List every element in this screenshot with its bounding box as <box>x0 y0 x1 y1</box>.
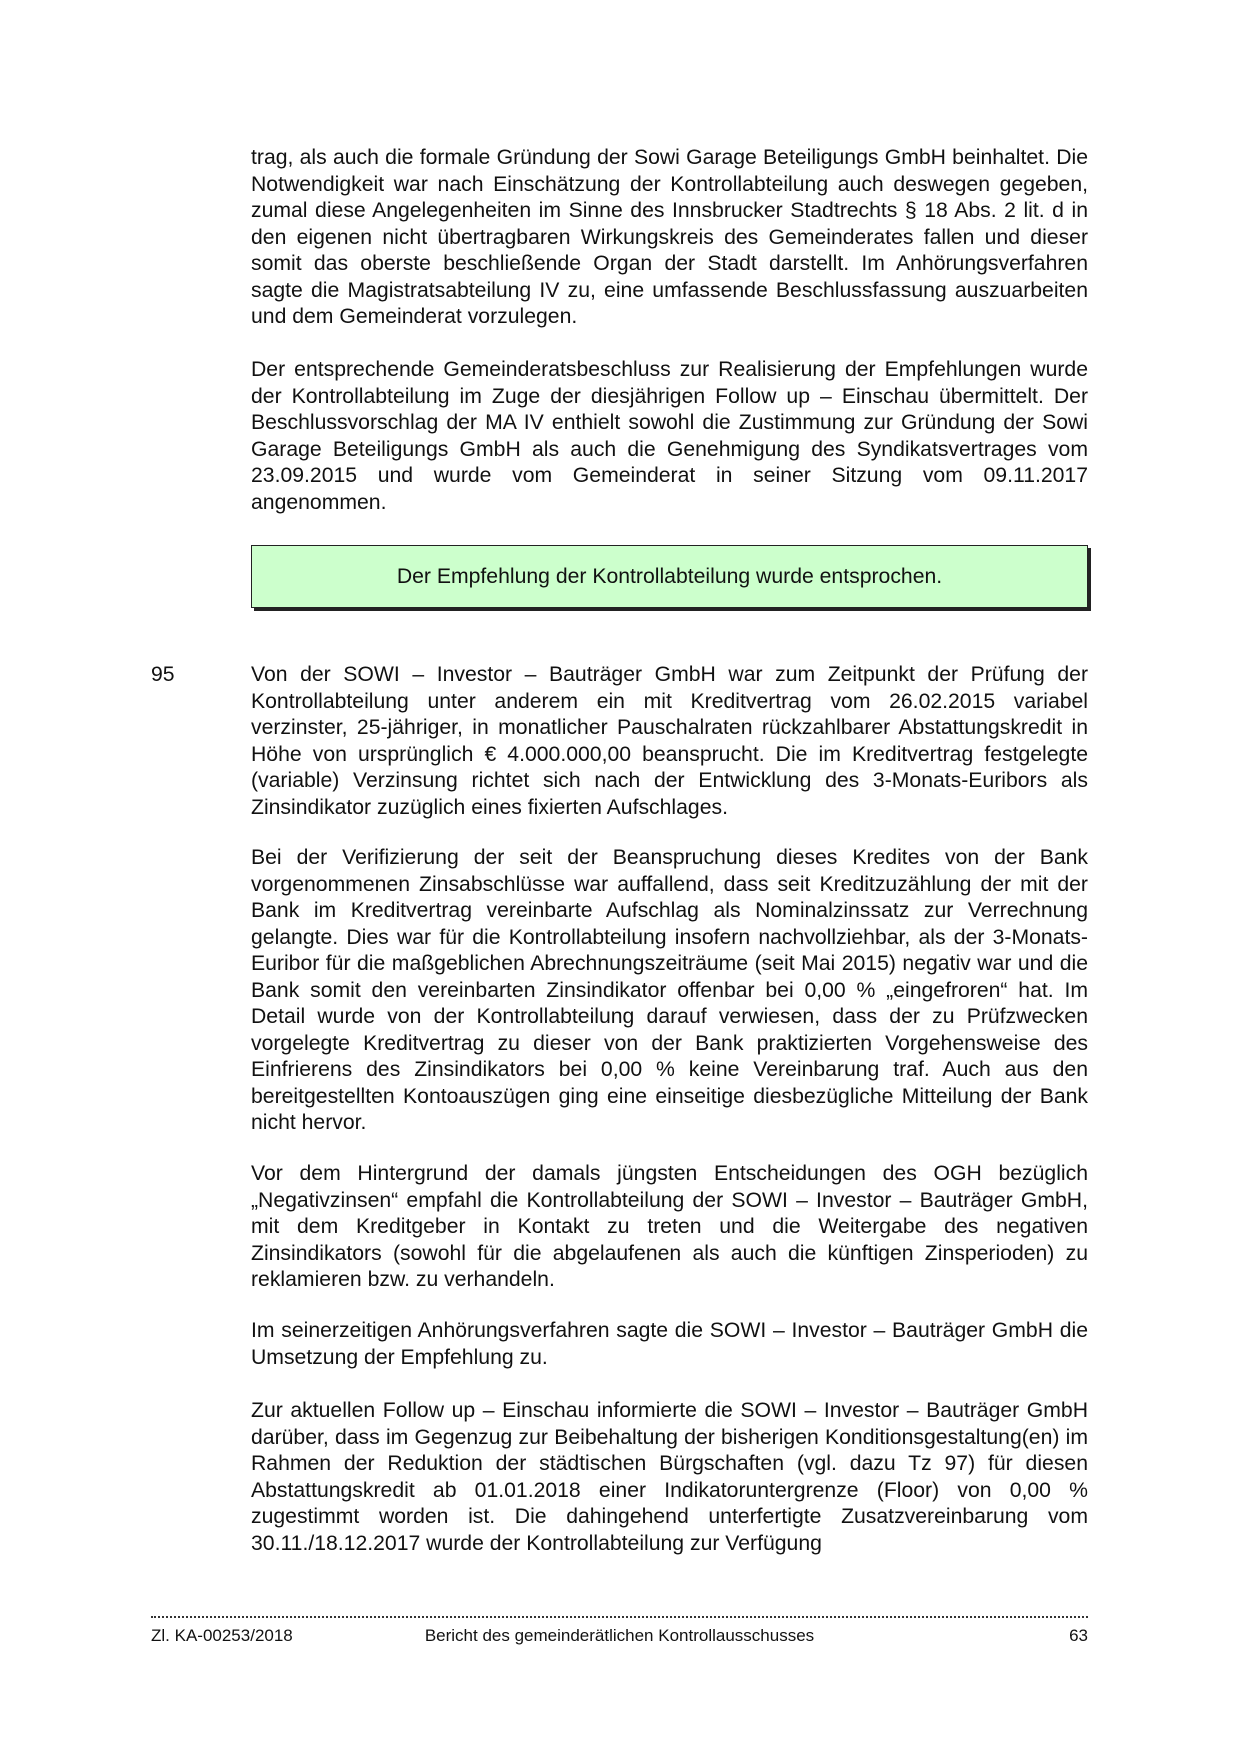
paragraph-recommendation-context: trag, als auch die formale Gründung der Sowi Garage Beteiligungs GmbH beinhaltet. Die Notwendigkeit war nach Einschätzung der Kontrollabteilung auch deswegen gegeben, zumal diese Angelegenheiten im Sinne des Innsbrucker Stadtrechts § 18 Abs. 2 lit. d in den eigenen nicht übertragbaren Wirkungskreis des Gemeinderates fallen und dieser somit das oberste beschließende Organ der Stadt darstellt. Im Anhörungsverfahren sagte die Magistratsabteilung IV zu, eine umfassende Beschlussfassung auszuarbeiten und dem Gemeinderat vorzulegen. <box>251 146 1088 328</box>
page-footer <box>151 1625 1088 1647</box>
paragraph-interest-verification: Bei der Verifizierung der seit der Beanspruchung dieses Kredites von der Bank vorgenommenen Zinsabschlüsse war auffallend, dass seit Kreditzuzählung der mit der Bank im Kreditvertrag vereinbarte Aufschlag als Nominalzinssatz zur Verrechnung gelangte. Dies war für die Kontrollabteilung insofern nachvollziehbar, als der 3-Monats-Euribor für die maßgeblichen Abrechnungszeiträume (seit Mai 2015) negativ war und die Bank somit den vereinbarten Zinsindikator offenbar bei 0,00 % „eingefroren“ hat. Im Detail wurde von der Kontrollabteilung darauf verwiesen, dass der zu Prüfzwecken vorgelegte Kreditvertrag zu dieser von der Bank praktizierten Vorgehensweise des Einfrierens des Zinsindikators bei 0,00 % keine Vereinbarung traf. Auch aus den bereitgestellten Kontoauszügen ging eine einseitige diesbezügliche Mitteilung der Bank nicht hervor. <box>251 846 1088 1134</box>
result-box-text: Der Empfehlung der Kontrollabteilung wurde entsprochen. <box>396 564 943 588</box>
result-box <box>251 545 1088 608</box>
paragraph-hearing-response: Im seinerzeitigen Anhörungsverfahren sagte die SOWI – Investor – Bauträger GmbH die Umsetzung der Empfehlung zu. <box>251 1319 1088 1369</box>
footer-reference: Zl. KA-00253/2018 <box>151 1626 293 1645</box>
footer-divider <box>151 1616 1088 1618</box>
paragraph-recommendation: Vor dem Hintergrund der damals jüngsten Entscheidungen des OGH bezüglich „Negativzinsen“ empfahl die Kontrollabteilung der SOWI – Investor – Bauträger GmbH, mit dem Kreditgeber in Kontakt zu treten und die Weitergabe des negativen Zinsindikators (sowohl für die abgelaufenen als auch die künftigen Zinsperioden) zu reklamieren bzw. zu verhandeln. <box>251 1162 1088 1291</box>
section-number: 95 <box>151 663 175 686</box>
footer-title: Bericht des gemeinderätlichen Kontrollausschusses <box>424 1626 815 1645</box>
paragraph-follow-up-status: Zur aktuellen Follow up – Einschau informierte die SOWI – Investor – Bauträger GmbH darüber, dass im Gegenzug zur Beibehaltung der bisherigen Konditionsgestaltung(en) im Rahmen der Reduktion der städtischen Bürgschaften (vgl. dazu Tz 97) für diesen Abstattungskredit ab 01.01.2018 einer Indikatoruntergrenze (Floor) von 0,00 % zugestimmt worden ist. Die dahingehend unterfertigte Zusatzvereinbarung vom 30.11./18.12.2017 wurde der Kontrollabteilung zur Verfügung <box>251 1399 1088 1555</box>
paragraph-council-resolution: Der entsprechende Gemeinderatsbeschluss zur Realisierung der Empfehlungen wurde der Kontrollabteilung im Zuge der diesjährigen Follow up – Einschau übermittelt. Der Beschlussvorschlag der MA IV enthielt sowohl die Zustimmung zur Gründung der Sowi Garage Beteiligungs GmbH als auch die Genehmigung des Syndikatsvertrages vom 23.09.2015 und wurde vom Gemeinderat in seiner Sitzung vom 09.11.2017 angenommen. <box>251 358 1088 514</box>
paragraph-loan-description: Von der SOWI – Investor – Bauträger GmbH war zum Zeitpunkt der Prüfung der Kontrollabteilung unter anderem ein mit Kreditvertrag vom 26.02.2015 variabel verzinster, 25-jähriger, in monatlicher Pauschalraten rückzahlbarer Abstattungskredit in Höhe von ursprünglich € 4.000.000,00 beansprucht. Die im Kreditvertrag festgelegte (variable) Verzinsung richtet sich nach der Entwicklung des 3-Monats-Euribors als Zinsindikator zuzüglich eines fixierten Aufschlages. <box>251 663 1088 819</box>
page-number: 63 <box>1069 1626 1088 1645</box>
